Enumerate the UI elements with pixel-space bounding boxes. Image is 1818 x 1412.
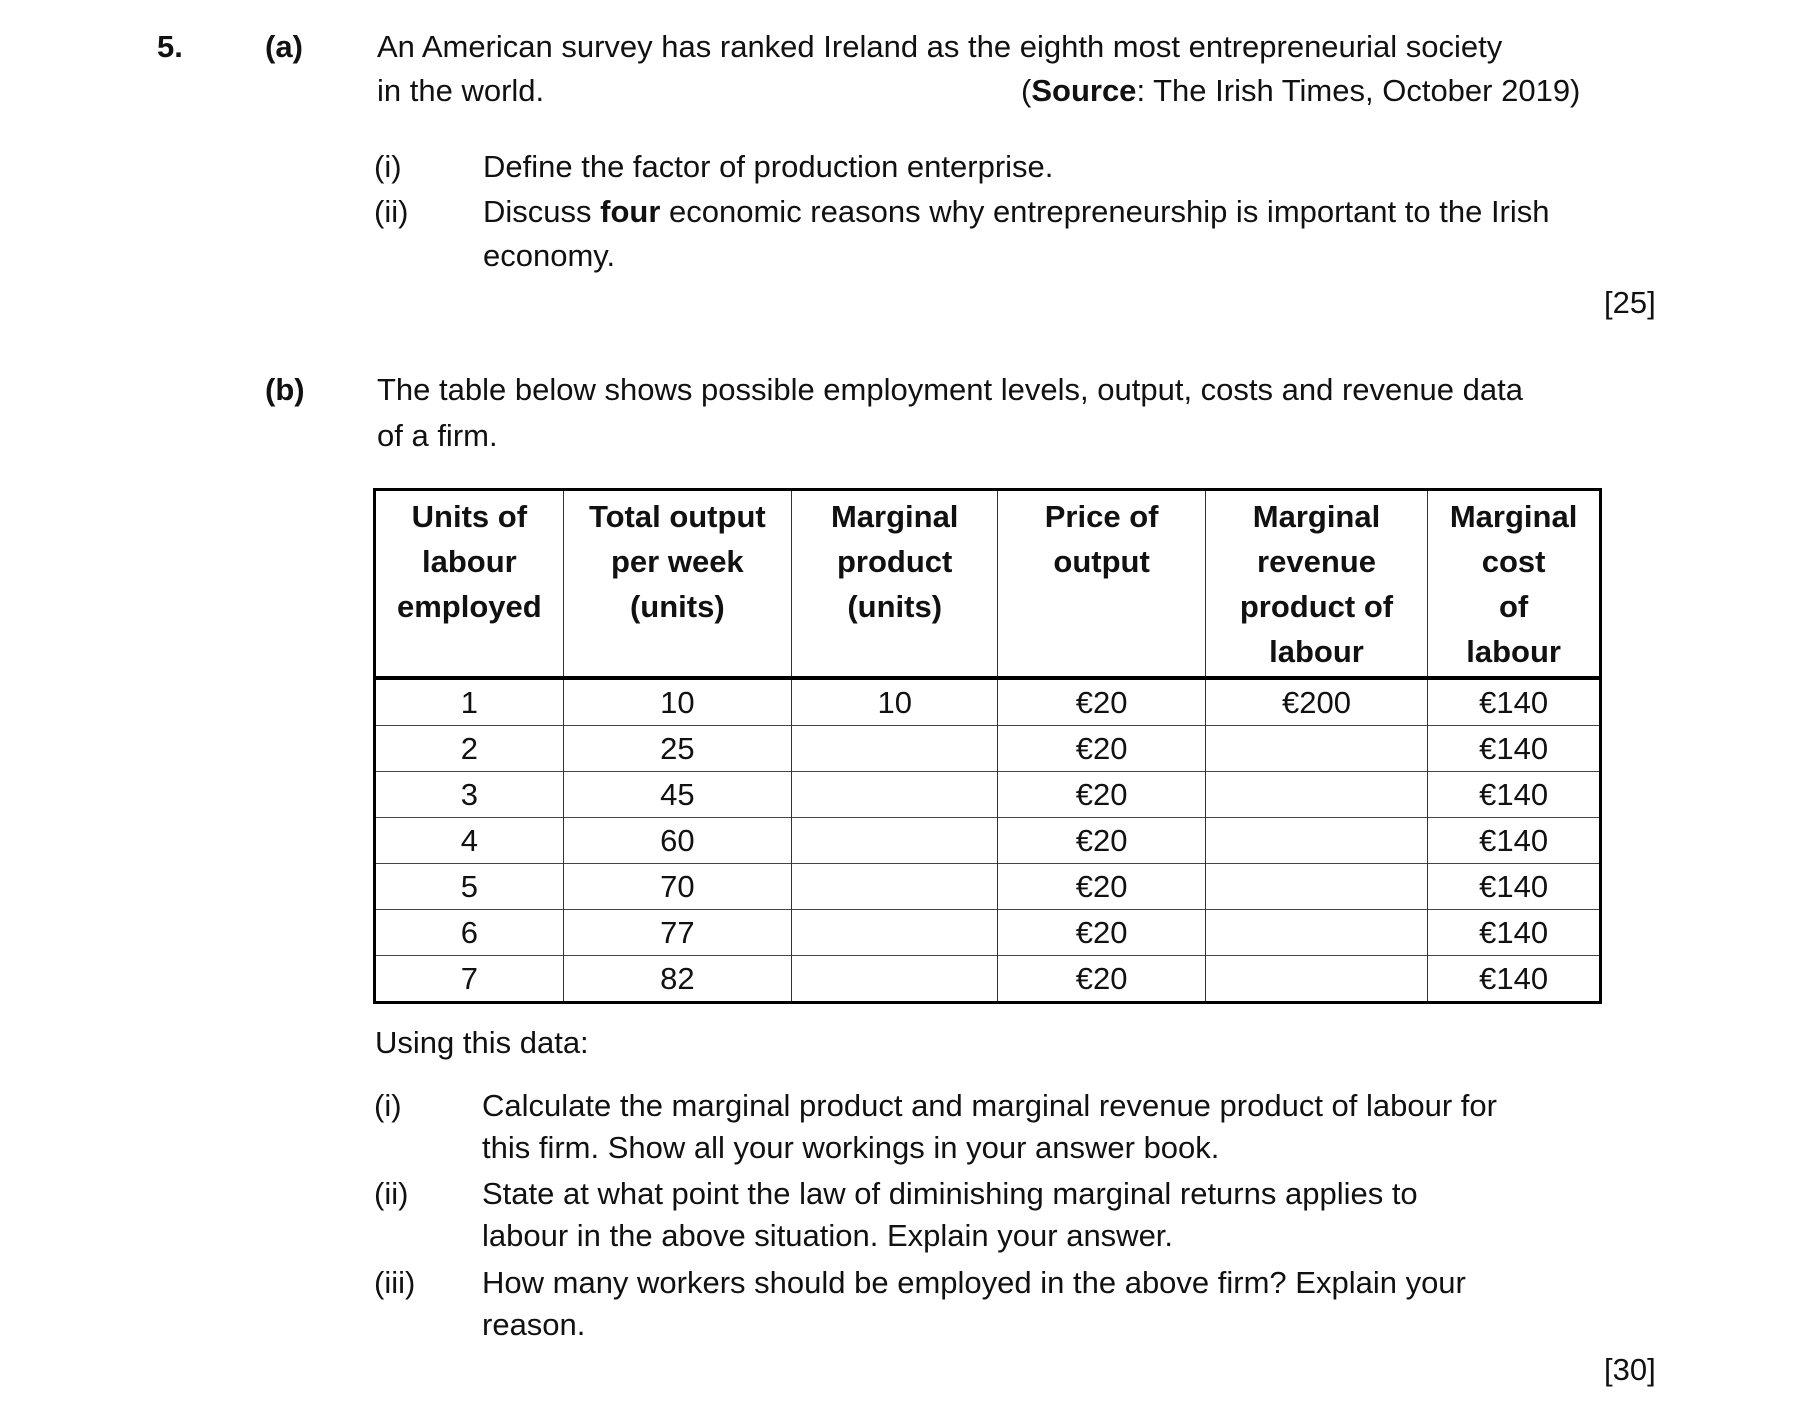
- cell-marginal-cost: €140: [1428, 818, 1601, 864]
- cell-marginal-cost: €140: [1428, 956, 1601, 1003]
- part-a-item-ii-text: [483, 190, 1550, 234]
- header-units-of-labour: Units of labour employed: [375, 490, 564, 679]
- cell-marginal-product: [791, 818, 998, 864]
- header-price-of-output: Price of output: [998, 490, 1205, 679]
- cell-units: 5: [375, 864, 564, 910]
- cell-units: 1: [375, 678, 564, 726]
- cell-total-output: 77: [563, 910, 791, 956]
- cell-mrp: €200: [1205, 678, 1427, 726]
- header-marginal-cost-labour: Marginal cost of labour: [1428, 490, 1601, 679]
- cell-marginal-product: [791, 910, 998, 956]
- cell-price: €20: [998, 678, 1205, 726]
- cell-mrp: [1205, 726, 1427, 772]
- part-b-item-ii-line1: State at what point the law of diminishing marginal returns applies to: [482, 1176, 1418, 1211]
- cell-marginal-cost: €140: [1428, 726, 1601, 772]
- cell-total-output: 70: [563, 864, 791, 910]
- cell-units: 6: [375, 910, 564, 956]
- part-b-label: (b): [265, 372, 305, 407]
- part-b-item-i-line1: Calculate the marginal product and marginal revenue product of labour for: [482, 1088, 1497, 1123]
- part-b-intro-line1: The table below shows possible employment levels, output, costs and revenue data: [377, 372, 1523, 407]
- table-row: [375, 910, 1601, 956]
- part-a-intro-line2: in the world.: [377, 73, 545, 108]
- part-b-intro-line2: of a firm.: [377, 418, 498, 453]
- item-ii-post: economic reasons why entrepreneurship is important to the Irish: [660, 194, 1550, 229]
- cell-mrp: [1205, 864, 1427, 910]
- cell-units: 4: [375, 818, 564, 864]
- part-b-item-iii-number: (iii): [374, 1265, 416, 1300]
- part-b-marks: [30]: [1604, 1352, 1656, 1387]
- header-mrp-labour: Marginal revenue product of labour: [1205, 490, 1427, 679]
- cell-total-output: 10: [563, 678, 791, 726]
- cell-units: 7: [375, 956, 564, 1003]
- employment-data-table: [373, 488, 1602, 1004]
- source-open-paren: (: [1021, 73, 1032, 108]
- cell-price: €20: [998, 910, 1205, 956]
- cell-mrp: [1205, 772, 1427, 818]
- cell-total-output: 45: [563, 772, 791, 818]
- cell-total-output: 82: [563, 956, 791, 1003]
- part-a-label: (a): [265, 29, 303, 64]
- item-ii-pre: Discuss: [483, 194, 601, 229]
- header-marginal-product: Marginal product (units): [791, 490, 998, 679]
- using-data-label: Using this data:: [375, 1025, 589, 1060]
- table-row: [375, 818, 1601, 864]
- source-text: : The Irish Times, October 2019): [1136, 73, 1581, 108]
- part-a-item-ii-number: (ii): [374, 194, 409, 229]
- source-citation: [1021, 69, 1580, 113]
- part-a-item-i-number: (i): [374, 149, 402, 184]
- table-row: [375, 864, 1601, 910]
- item-ii-emphasis: four: [600, 194, 661, 229]
- cell-marginal-product: [791, 726, 998, 772]
- table-row: [375, 956, 1601, 1003]
- cell-marginal-cost: €140: [1428, 772, 1601, 818]
- cell-price: €20: [998, 726, 1205, 772]
- cell-marginal-product: 10: [791, 678, 998, 726]
- cell-price: €20: [998, 956, 1205, 1003]
- cell-units: 2: [375, 726, 564, 772]
- cell-marginal-cost: €140: [1428, 910, 1601, 956]
- cell-marginal-product: [791, 864, 998, 910]
- cell-total-output: 25: [563, 726, 791, 772]
- cell-marginal-cost: €140: [1428, 678, 1601, 726]
- part-b-item-i-line2: this firm. Show all your workings in your answer book.: [482, 1130, 1220, 1165]
- part-b-item-iii-line1: How many workers should be employed in the above firm? Explain your: [482, 1265, 1466, 1300]
- table-row: [375, 678, 1601, 726]
- part-a-item-i-text: Define the factor of production enterprise.: [483, 149, 1054, 184]
- part-b-item-i-number: (i): [374, 1088, 402, 1123]
- table-row: [375, 726, 1601, 772]
- cell-price: €20: [998, 864, 1205, 910]
- table-row: [375, 772, 1601, 818]
- part-b-item-iii-line2: reason.: [482, 1307, 586, 1342]
- cell-price: €20: [998, 818, 1205, 864]
- part-a-item-ii-text-line2: economy.: [483, 238, 616, 273]
- part-a-intro-line1: An American survey has ranked Ireland as the eighth most entrepreneurial society: [377, 29, 1503, 64]
- cell-marginal-cost: €140: [1428, 864, 1601, 910]
- cell-mrp: [1205, 910, 1427, 956]
- cell-mrp: [1205, 818, 1427, 864]
- part-b-item-ii-number: (ii): [374, 1176, 409, 1211]
- source-label: Source: [1031, 73, 1137, 108]
- cell-units: 3: [375, 772, 564, 818]
- cell-price: €20: [998, 772, 1205, 818]
- question-number: 5.: [157, 29, 183, 64]
- part-b-item-ii-line2: labour in the above situation. Explain your answer.: [482, 1218, 1174, 1253]
- cell-marginal-product: [791, 956, 998, 1003]
- header-total-output: Total output per week (units): [563, 490, 791, 679]
- cell-marginal-product: [791, 772, 998, 818]
- part-a-marks: [25]: [1604, 285, 1656, 320]
- cell-mrp: [1205, 956, 1427, 1003]
- cell-total-output: 60: [563, 818, 791, 864]
- table-header-row: [375, 490, 1601, 679]
